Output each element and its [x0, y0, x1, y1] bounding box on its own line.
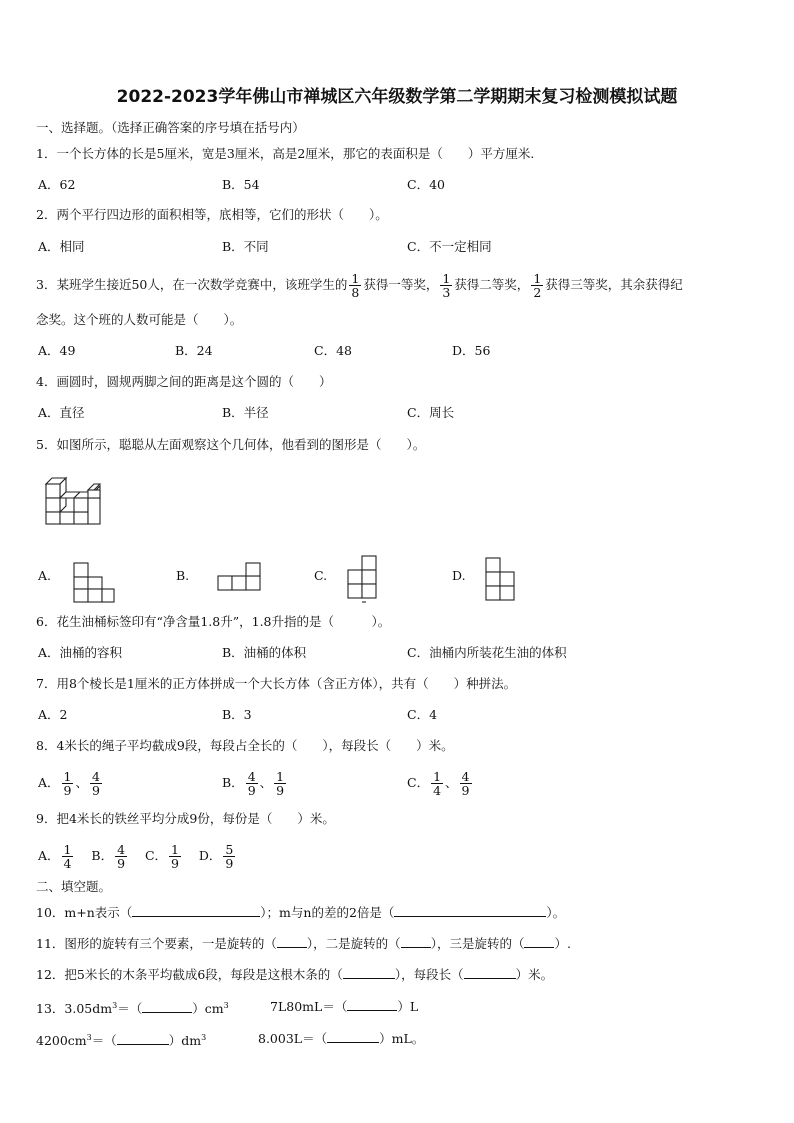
page-title: 2022-2023学年佛山市禅城区六年级数学第二学期期末复习检测模拟试题 — [116, 87, 678, 107]
q9-option-d: D． $\frac{5}{9}$ — [198, 842, 234, 871]
section-heading-choice: 一、选择题。（选择正确答案的序号填在括号内） — [36, 120, 305, 135]
cube-face — [74, 512, 88, 524]
q9-option-b: B． $\frac{4}{9}$ — [91, 842, 126, 871]
fraction: $\frac{4}{9}$ — [92, 769, 100, 798]
q2-option-a: A．相同 — [38, 239, 85, 254]
fraction: $\frac{1}{3}$ — [442, 271, 451, 300]
answer-blank[interactable] — [347, 998, 397, 1011]
fraction: $\frac{1}{9}$ — [276, 769, 285, 798]
fraction: $\frac{4}{9}$ — [247, 769, 256, 798]
q7-option-c: C．4 — [407, 707, 438, 722]
cube-face — [46, 512, 60, 524]
question-13-line-1: 13．$3.05dm^3=$（ ）$cm^3$ — [36, 1001, 229, 1017]
q3-option-b: B．24 — [175, 343, 213, 358]
q9-options — [38, 837, 237, 875]
q5-option-c-figure — [346, 554, 378, 604]
question-13-line-2b: 8.003L＝（ ）mL。 — [258, 1031, 425, 1046]
cube-face — [88, 490, 100, 498]
question-12: 12．把5米长的木条平均截成6段，每段是这根木条的（ ），每段长（ ）米。 — [36, 967, 554, 982]
q5-option-a: A. — [38, 568, 52, 583]
q4-option-c: C．周长 — [407, 405, 455, 420]
cube-face — [46, 498, 60, 512]
question-8: 8．4米长的绳子平均截成9段，每段占全长的（ ），每段长（ ）米。 — [36, 738, 454, 753]
q8-option-c: C． $\frac{1}{4}$ 、 $\frac{4}{9}$ — [407, 769, 470, 798]
answer-blank[interactable] — [394, 904, 546, 917]
question-10: 10．m+n表示（ ）；m与n的差的2倍是（ ）。 — [36, 905, 566, 920]
answer-blank[interactable] — [524, 935, 554, 948]
q1-option-c: C．40 — [407, 177, 445, 192]
question-1: 1．一个长方体的长是5厘米，宽是3厘米，高是2厘米，那它的表面积是（ ）平方厘米. — [36, 146, 535, 161]
answer-blank[interactable] — [343, 966, 395, 979]
question-13-line-1b: 7L80mL＝（ ）L — [270, 999, 419, 1014]
q4-option-a: A．直径 — [38, 405, 85, 420]
answer-blank[interactable] — [464, 966, 516, 979]
question-5: 5．如图所示，聪聪从左面观察这个几何体，他看到的图形是（ ）。 — [36, 437, 426, 452]
answer-blank[interactable] — [401, 935, 431, 948]
q4-option-b: B．半径 — [222, 405, 269, 420]
q8-option-a: A． $\frac{1}{9}$ 、 $\frac{4}{9}$ — [38, 769, 100, 798]
question-2: 2．两个平行四边形的面积相等，底相等，它们的形状（ ）。 — [36, 207, 388, 222]
q3-option-d: D．56 — [452, 343, 491, 358]
q6-option-a: A．油桶的容积 — [38, 645, 123, 660]
section-heading-fill: 二、填空题。 — [36, 879, 112, 894]
q6-option-c: C．油桶内所装花生油的体积 — [407, 645, 567, 660]
q5-option-c: C. — [314, 568, 328, 583]
cube-face — [60, 512, 74, 524]
fraction: $\frac{4}{9}$ — [117, 842, 126, 871]
question-11: 11．图形的旋转有三个要素，一是旋转的（ ），二是旋转的（ ），三是旋转的（ ）. — [36, 936, 571, 951]
q7-option-b: B．3 — [222, 707, 252, 722]
question-13-line-2: $4200cm^3=$（ ）$dm^3$ — [36, 1033, 207, 1049]
cube-face — [74, 498, 88, 512]
fraction: $\frac{1}{2}$ — [533, 271, 542, 300]
q1-option-b: B．54 — [222, 177, 260, 192]
answer-blank[interactable] — [327, 1030, 379, 1043]
fraction: $\frac{5}{9}$ — [225, 842, 234, 871]
q5-option-d-figure — [484, 556, 516, 602]
fraction: $\frac{1}{8}$ — [351, 271, 360, 300]
question-6: 6．花生油桶标签印有“净含量1.8升”，1.8升指的是（ ）。 — [36, 614, 391, 629]
question-9: 9．把4米长的铁丝平均分成9份，每份是（ ）米。 — [36, 811, 335, 826]
cube-face — [46, 484, 60, 498]
q9-option-c: C． $\frac{1}{9}$ — [144, 842, 179, 871]
q9-option-a: A． $\frac{1}{4}$ — [38, 842, 72, 871]
answer-blank[interactable] — [277, 935, 307, 948]
q2-option-b: B．不同 — [222, 239, 269, 254]
cube-face — [88, 498, 100, 524]
q1-option-a: A．62 — [38, 177, 76, 192]
fraction: $\frac{1}{9}$ — [171, 842, 179, 871]
q5-option-d: D. — [452, 568, 466, 583]
q6-option-b: B．油桶的体积 — [222, 645, 307, 660]
q5-option-b: B. — [176, 568, 190, 583]
fraction: $\frac{1}{9}$ — [63, 769, 72, 798]
cube-stack-figure — [44, 478, 104, 526]
question-3-line-2: 念奖。这个班的人数可能是（ ）。 — [36, 312, 243, 327]
question-3-line-1: 3．某班学生接近50人，在一次数学竞赛中，该班学生的 $\frac{1}{8}$ 获得一等奖， $\frac{1}{3}$ 获得二等奖， $\frac{1}{2}$ 获得三等奖，其余获得纪 — [36, 271, 683, 300]
q8-option-b: B． $\frac{4}{9}$ 、 $\frac{1}{9}$ — [222, 769, 285, 798]
answer-blank[interactable] — [117, 1032, 169, 1045]
fraction: $\frac{4}{9}$ — [461, 769, 470, 798]
question-7: 7．用8个棱长是1厘米的正方体拼成一个大长方体（含正方体），共有（ ）种拼法。 — [36, 676, 517, 691]
q7-option-a: A．2 — [38, 707, 68, 722]
q5-option-a-figure — [72, 561, 116, 605]
fraction: $\frac{1}{4}$ — [63, 842, 72, 871]
answer-blank[interactable] — [132, 904, 260, 917]
answer-blank[interactable] — [142, 1000, 192, 1013]
q2-option-c: C．不一定相同 — [407, 239, 492, 254]
q5-option-b-figure — [216, 562, 262, 592]
q3-option-a: A．49 — [38, 343, 76, 358]
fraction: $\frac{1}{4}$ — [433, 769, 442, 798]
question-4: 4．画圆时，圆规两脚之间的距离是这个圆的（ ） — [36, 374, 332, 389]
q3-option-c: C．48 — [314, 343, 352, 358]
